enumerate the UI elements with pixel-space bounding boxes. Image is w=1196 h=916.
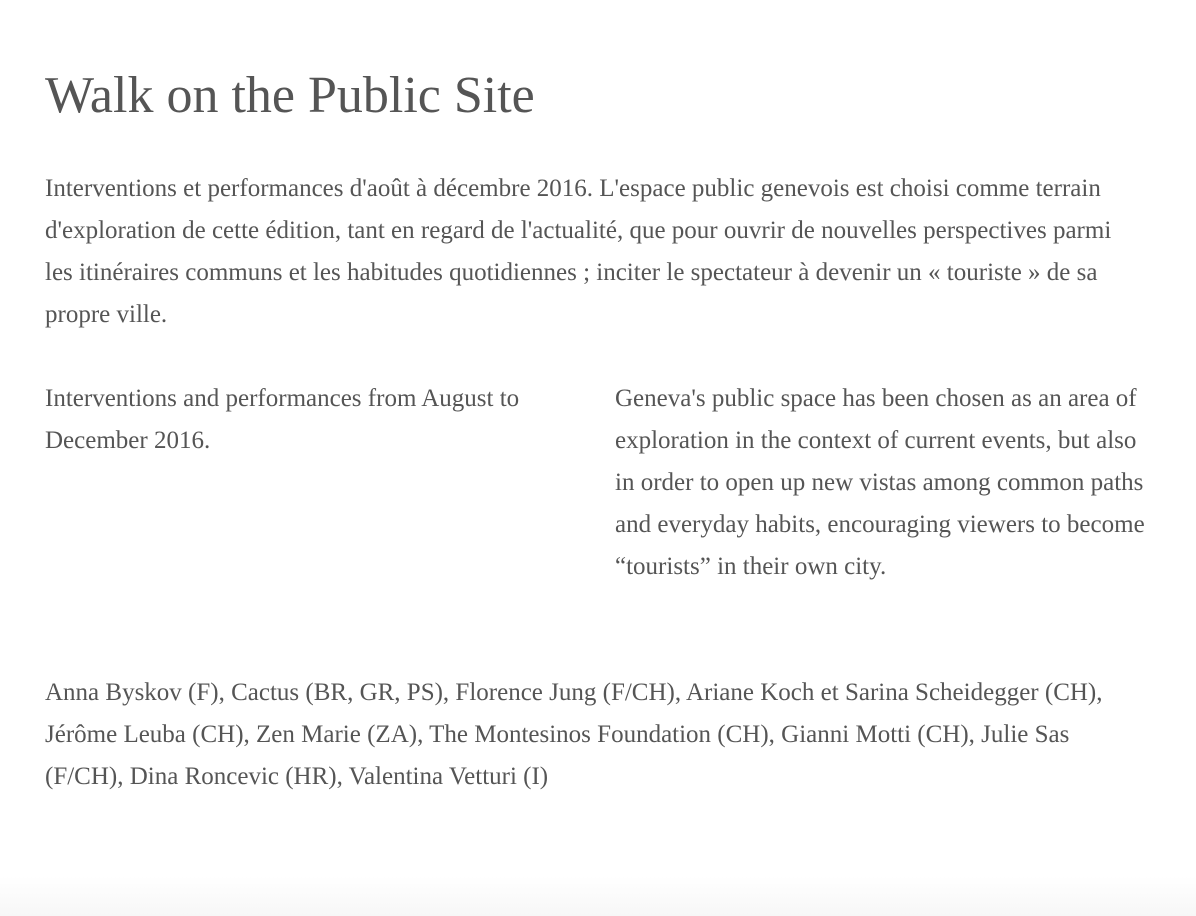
artists-list: Anna Byskov (F), Cactus (BR, GR, PS), Florence Jung (F/CH), Ariane Koch et Sarina Scheidegger (CH), Jérôme Leuba (CH), Zen Marie (ZA), The Montesinos Foundation (CH), Gianni Motti (CH), Julie Sas (F/CH), Dina Roncevic (HR), Valentina Vetturi (I) bbox=[45, 679, 1103, 790]
intro-french-paragraph: Interventions et performances d'août à décembre 2016. L'espace public genevois est choisi comme terrain d'exploration de cette édition, tant en regard de l'actualité, que pour ouvrir de nouvelles perspectives parmi les itinéraires communs et les habitudes quotidiennes ; inciter le spectateur à devenir un « touriste » de sa propre ville. bbox=[45, 175, 1112, 328]
intro-english-summary: Interventions and performances from August to December 2016. bbox=[45, 385, 520, 454]
bottom-fade bbox=[0, 876, 1196, 916]
page-title: Walk on the Public Site bbox=[45, 67, 535, 124]
intro-english-description: Geneva's public space has been chosen as an area of exploration in the context of current events, but also in order to open up new vistas among common paths and everyday habits, encouraging viewers to become “tourists” in their own city. bbox=[615, 385, 1145, 580]
